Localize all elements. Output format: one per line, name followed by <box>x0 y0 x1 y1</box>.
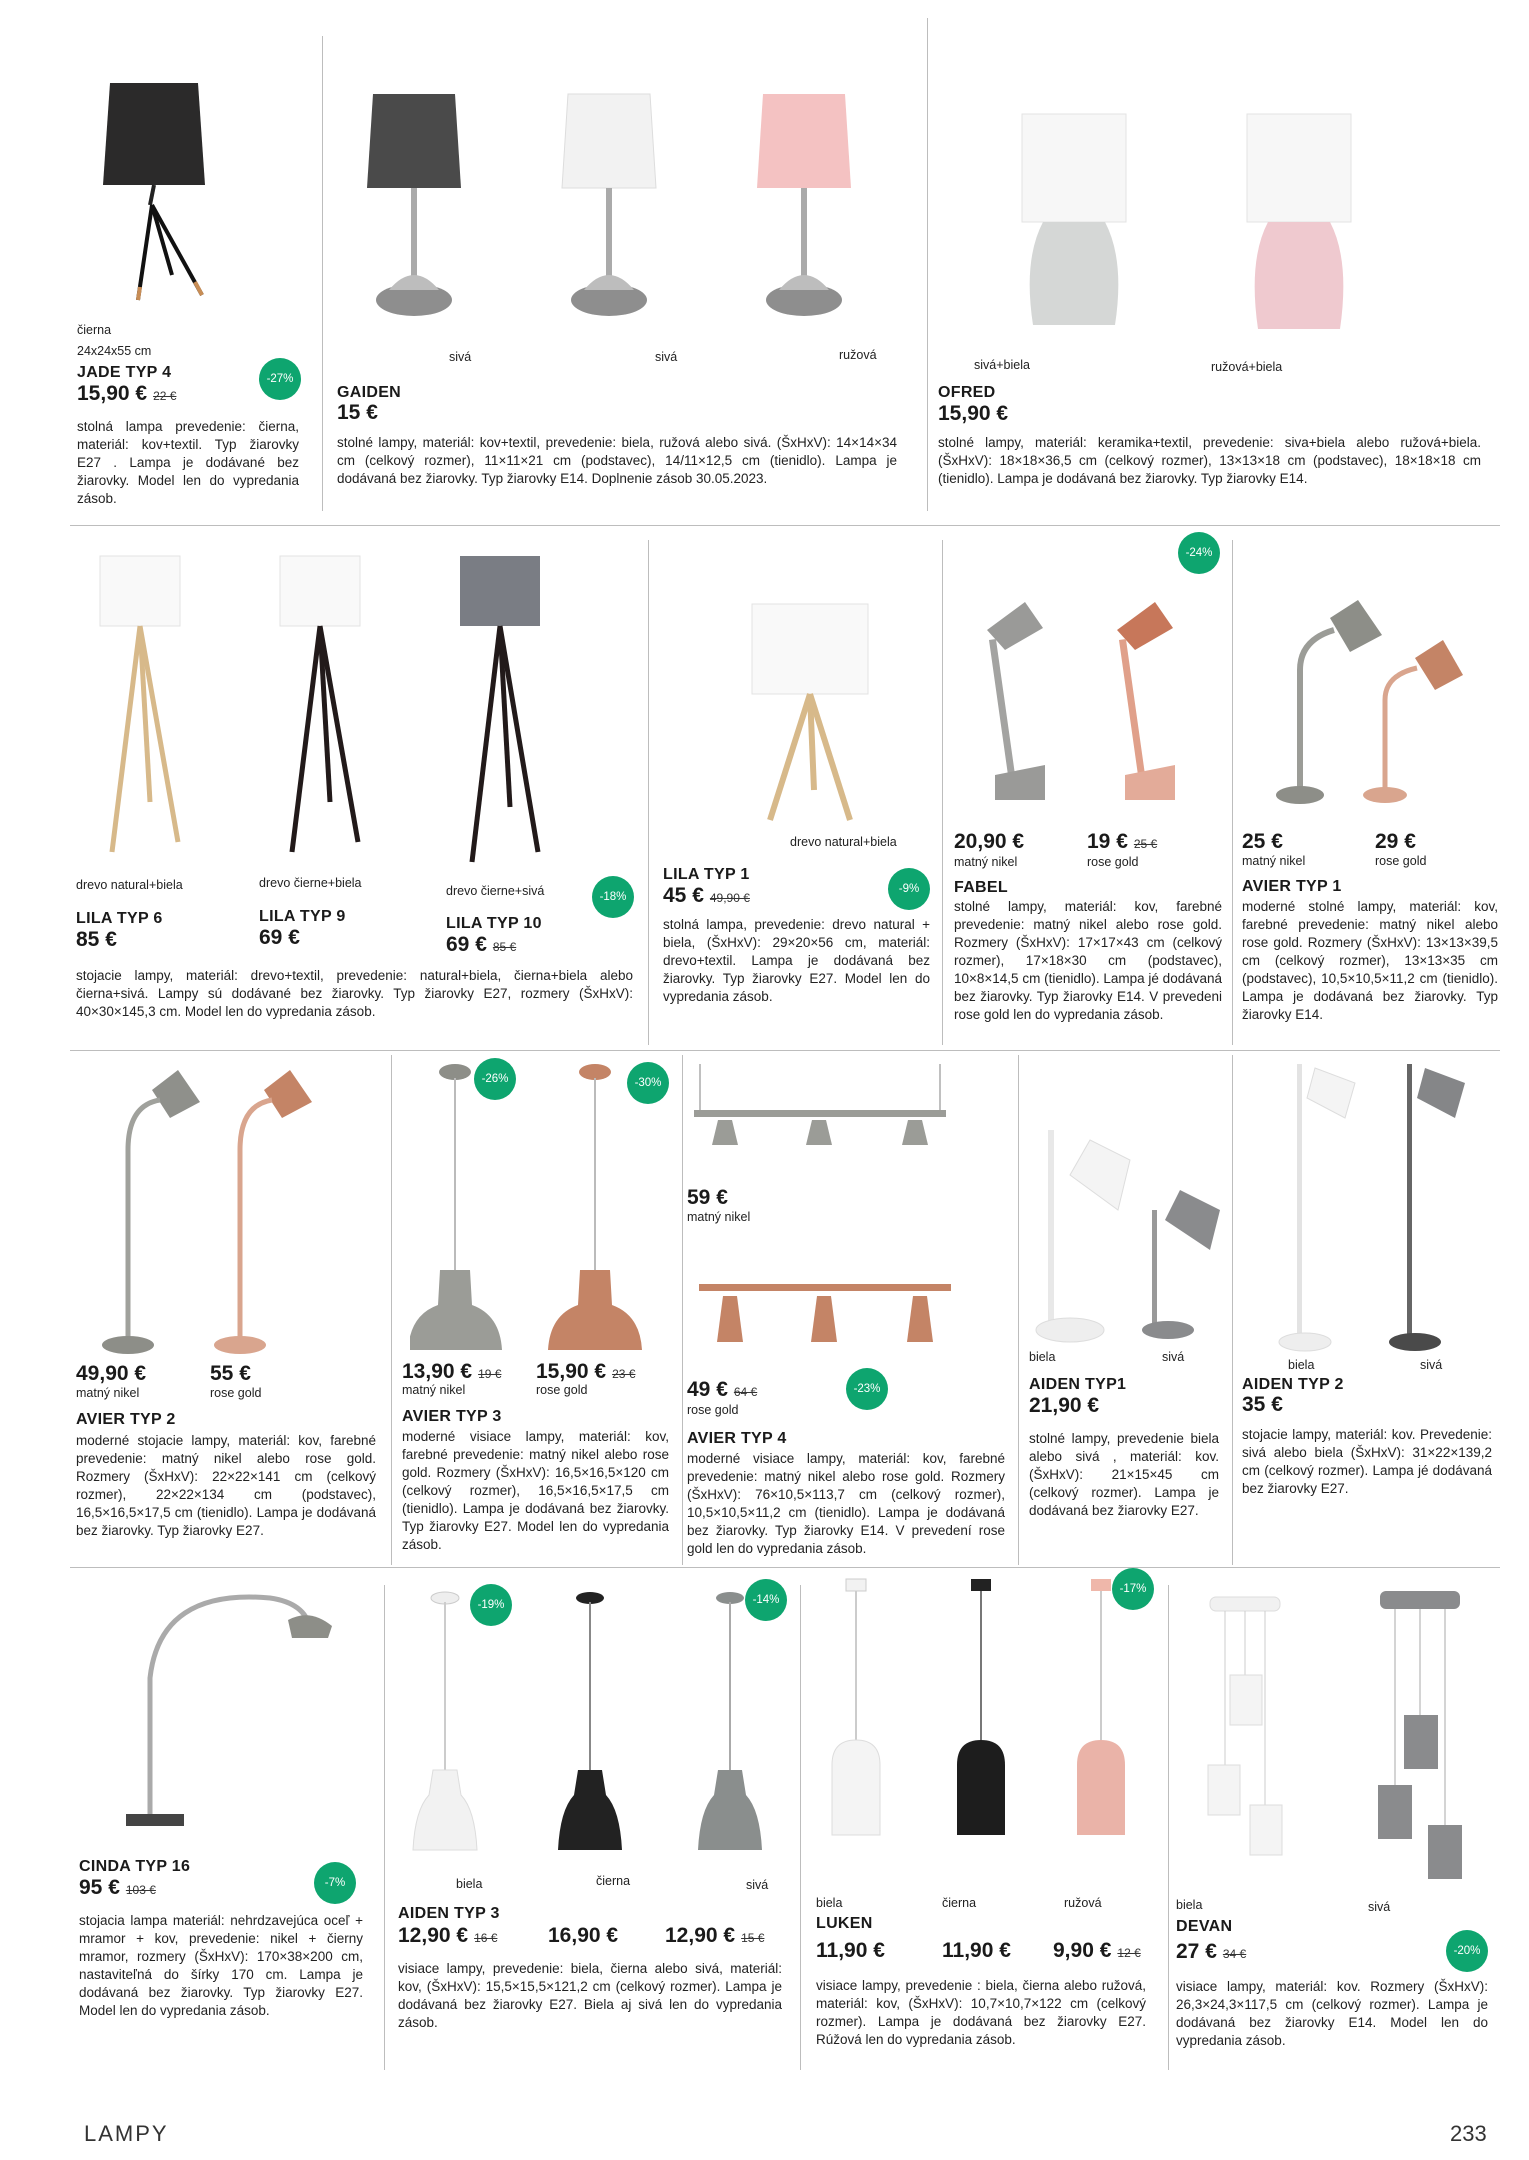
lila-label-1: drevo natural+biela <box>76 878 183 892</box>
avier2-name: AVIER TYP 2 <box>76 1411 176 1428</box>
aiden3-label-1: biela <box>456 1877 483 1891</box>
avier1-lamp-images <box>1270 590 1500 810</box>
aiden2-description: stojacie lampy, materiál: kov. Prevedenie: sivá alebo biela (ŠxHxV): 31×22×139,2 cm (celkový rozmer). Lampa jé dodávaná bez žiarovky E27. <box>1242 1427 1492 1496</box>
ofred-lamp-images <box>1015 110 1355 340</box>
aiden3-price-2: 16,90 € <box>548 1924 619 1947</box>
devan-discount-badge: -20% <box>1446 1930 1488 1972</box>
lila-discount-badge: -18% <box>592 876 634 918</box>
divider <box>1232 1055 1233 1565</box>
devan-price: 27 € 34 € <box>1176 1940 1247 1963</box>
luken-price-1: 11,90 € <box>816 1939 885 1962</box>
luken-label-2: čierna <box>942 1896 977 1910</box>
aiden3-name: AIDEN TYP 3 <box>398 1905 500 1922</box>
gaiden-label-3: ružová <box>839 348 877 362</box>
cinda-price: 95 € 103 € <box>79 1876 156 1899</box>
luken-label-1: biela <box>816 1896 843 1910</box>
lila1-price: 45 € 49,90 € <box>663 884 750 907</box>
ofred-label-1: sivá+biela <box>974 358 1030 372</box>
divider <box>70 1050 1500 1051</box>
aiden1-name: AIDEN TYP1 <box>1029 1376 1127 1393</box>
avier3-price-1: 13,90 € 19 € <box>402 1360 502 1383</box>
aiden3-label-2: čierna <box>596 1874 631 1888</box>
aiden3-lamp-images <box>405 1590 785 1860</box>
fabel-lamp-images <box>975 590 1215 810</box>
fabel-name: FABEL <box>954 879 1008 896</box>
jade-price: 15,90 € 22 € <box>77 382 177 405</box>
avier1-discount-badge: -24% <box>1178 532 1220 574</box>
divider <box>1168 1585 1169 2070</box>
gaiden-lamp-images <box>355 90 895 330</box>
luken-description: visiace lampy, prevedenie : biela, čierna alebo ružová, materiál: kov, (ŠxHxV): 10,7×10,7×122 cm (celkový rozmer). Lampa je dodávaná bez žiarovky E27. Rúžová len do vypredania zásob. <box>816 1978 1146 2047</box>
avier4-name: AVIER TYP 4 <box>687 1430 787 1447</box>
divider <box>682 1055 683 1565</box>
avier2-price-2: 55 € <box>210 1362 251 1385</box>
avier4-discount-badge: -23% <box>846 1368 888 1410</box>
aiden1-description: stolné lampy, prevedenie biela alebo sivá , materiál: kov. (ŠxHxV): 21×15×45 cm (celkový rozmer). Lampa je dodávaná bez žiarovky E27. <box>1029 1431 1219 1518</box>
aiden2-price: 35 € <box>1242 1393 1283 1416</box>
lila-price-2: 69 € <box>259 926 300 949</box>
jade-color: čierna <box>77 323 112 337</box>
section-title: LAMPY <box>84 2121 169 2146</box>
lila-label-3: drevo čierne+sivá <box>446 884 545 898</box>
aiden3-label-3: sivá <box>746 1878 769 1892</box>
lila-description: stojacie lampy, materiál: drevo+textil, prevedenie: natural+biela, čierna+biela alebo čierna+sivá. Lampy sú dodávané bez žiarovky. Typ žiarovky E27, rozmery (ŠxHxV): 40×30×145,3 cm. Model len do vypredania zásob. <box>76 968 633 1019</box>
luken-name: LUKEN <box>816 1915 873 1932</box>
gaiden-label-2: sivá <box>655 350 678 364</box>
avier4-price-1: 59 € <box>687 1186 728 1209</box>
avier2-description: moderné stojacie lampy, materiál: kov, farebné prevedenie: matný nikel alebo rose gold. Rozmery (ŠxHxV): 22×22×141 cm (celkový rozmer), 22×22×134 cm (podstavec), 16,5×16,5×17,5 cm (tienidlo). Lampa je dodávaná bez žiarovky. Typ žiarovky E27. <box>76 1433 376 1538</box>
gaiden-description: stolné lampy, materiál: kov+textil, prevedenie: biela, ružová alebo sivá. (ŠxHxV): 14×14×34 cm (celkový rozmer), 11×11×21 cm (podstavec), 14/11×12,5 cm (tienidlo). Lampa je dodávaná bez žiarovky. Typ žiarovky E14. Doplnenie zásob 30.05.2023. <box>337 435 897 486</box>
fabel-label-1: matný nikel <box>954 855 1018 869</box>
aiden1-lamp-images <box>1030 1120 1230 1350</box>
divider <box>391 1055 392 1565</box>
aiden2-lamp-images <box>1275 1058 1485 1358</box>
divider <box>927 18 928 511</box>
lila-name-2: LILA TYP 9 <box>259 908 346 925</box>
avier1-label-2: rose gold <box>1375 854 1427 868</box>
aiden2-label-2: sivá <box>1420 1358 1443 1372</box>
aiden3-discount-badge-1: -19% <box>470 1584 512 1626</box>
avier1-name: AVIER TYP 1 <box>1242 878 1342 895</box>
luken-label-3: ružová <box>1064 1896 1102 1910</box>
aiden2-name: AIDEN TYP 2 <box>1242 1376 1344 1393</box>
fabel-label-2: rose gold <box>1087 855 1139 869</box>
avier3-name: AVIER TYP 3 <box>402 1408 502 1425</box>
avier2-label-1: matný nikel <box>76 1386 140 1400</box>
jade-lamp-image <box>80 75 230 320</box>
lila1-label: drevo natural+biela <box>790 835 897 849</box>
divider <box>800 1585 801 2070</box>
aiden1-label-1: biela <box>1029 1350 1056 1364</box>
avier4-label-1: matný nikel <box>687 1210 751 1224</box>
avier2-lamp-images <box>100 1060 330 1360</box>
aiden2-label-1: biela <box>1288 1358 1315 1372</box>
luken-discount-badge: -17% <box>1112 1568 1154 1610</box>
lila1-name: LILA TYP 1 <box>663 866 750 883</box>
divider <box>70 525 1500 526</box>
ofred-label-2: ružová+biela <box>1211 360 1283 374</box>
luken-price-3: 9,90 € 12 € <box>1053 1939 1141 1962</box>
luken-price-2: 11,90 € <box>942 1939 1011 1962</box>
avier3-label-1: matný nikel <box>402 1383 466 1397</box>
avier1-price-2: 29 € <box>1375 830 1416 853</box>
devan-description: visiace lampy, materiál: kov. Rozmery (ŠxHxV): 26,3×24,3×117,5 cm (celkový rozmer). Lampa je dodávaná bez žiarovky E14. Model len do vypredania zásob. <box>1176 1979 1488 2048</box>
aiden1-price: 21,90 € <box>1029 1394 1100 1417</box>
avier3-discount-badge-1: -26% <box>474 1058 516 1100</box>
avier3-label-2: rose gold <box>536 1383 588 1397</box>
avier1-description: moderné stolné lampy, materiál: kov, farebné prevedenie: matný nikel alebo rose gold. Rozmery (ŠxHxV): 13×13×39,5 cm (celkový rozmer), 13×13×35 cm (podstavec), 10,5×10,5×11,2 cm (tienidlo). Lampa je dodávaná bez žiarovky. Typ žiarovky E14. <box>1242 899 1498 1022</box>
avier1-label-1: matný nikel <box>1242 854 1306 868</box>
avier1-price-1: 25 € <box>1242 830 1283 853</box>
lila-label-2: drevo čierne+biela <box>259 876 362 890</box>
avier4-label-2: rose gold <box>687 1403 739 1417</box>
jade-dims: 24x24x55 cm <box>77 344 152 358</box>
jade-description: stolná lampa prevedenie: čierna, materiál: kov+textil. Typ žiarovky E27 . Lampa je dodávané bez žiarovky. Model len do vypredania zásob. <box>77 419 299 506</box>
avier3-discount-badge-2: -30% <box>627 1062 669 1104</box>
lila-floor-lamp-images <box>90 552 600 872</box>
fabel-description: stolné lampy, materiál: kov, farebné prevedenie: matný nikel alebo rose gold. Rozmery (ŠxHxV): 17×17×43 cm (celkový rozmer), 17×18×30 cm (podstavec), 10×8×14,5 cm (tienidlo). Lampa jé dodávaná bez žiarovky. Typ žiarovky E14. V prevedeni rose gold len do vypredania zásob. <box>954 899 1222 1022</box>
aiden3-description: visiace lampy, prevedenie: biela, čierna alebo sivá, materiál: kov, (ŠxHxV): 15,5×15,5×121,2 cm (celkový rozmer). Lampa je dodávaná bez žiarovky E27. Biela aj sivá len do vypredania zásob. <box>398 1961 782 2030</box>
divider <box>70 1567 1500 1568</box>
avier3-price-2: 15,90 € 23 € <box>536 1360 636 1383</box>
avier3-lamp-images <box>410 1060 660 1360</box>
divider <box>648 540 649 1045</box>
avier4-lamp-image-rosegold <box>695 1272 955 1352</box>
avier2-price-1: 49,90 € <box>76 1362 147 1385</box>
lila1-description: stolná lampa, prevedenie: drevo natural + biela, (ŠxHxV): 29×20×56 cm, materiál: drevo+textil. Lampa je dodávaná bez žiarovky. Typ žiarovky E27. Model len do vypredania zásob. <box>663 917 930 1004</box>
devan-name: DEVAN <box>1176 1918 1233 1935</box>
cinda-name: CINDA TYP 16 <box>79 1858 191 1875</box>
devan-label-1: biela <box>1176 1898 1203 1912</box>
avier2-label-2: rose gold <box>210 1386 262 1400</box>
divider <box>322 36 323 511</box>
divider <box>1018 1055 1019 1565</box>
lila1-lamp-image <box>740 600 880 830</box>
lila-price-3: 69 € 85 € <box>446 933 517 956</box>
avier4-lamp-image-nickel <box>690 1060 950 1180</box>
fabel-price-2: 19 € 25 € <box>1087 830 1158 853</box>
avier3-description: moderné visiace lampy, materiál: kov, farebné prevedenie: matný nikel alebo rose gold. Rozmery (ŠxHxV): 16,5×16,5×120 cm (celkový rozmer), 16,5×16,5×17,5 cm (tienidlo). Lampa je dodávaná bez žiarovky. Typ žiarovky E27. Model len do vypredania zásob. <box>402 1429 669 1552</box>
lila1-discount-badge: -9% <box>888 868 930 910</box>
jade-discount-badge: -27% <box>259 358 301 400</box>
divider <box>942 540 943 1045</box>
ofred-name: OFRED <box>938 384 996 401</box>
page-number: 233 <box>1450 2121 1487 2146</box>
cinda-lamp-image <box>120 1578 340 1838</box>
jade-name: JADE TYP 4 <box>77 364 172 381</box>
lila-name-1: LILA TYP 6 <box>76 910 163 927</box>
aiden1-label-2: sivá <box>1162 1350 1185 1364</box>
avier4-description: moderné visiace lampy, materiál: kov, farebné prevedenie: matný nikel alebo rose gold. Rozmery (ŠxHxV): 76×10,5×113,7 cm (celkový rozmer), 10,5×10,5×11,2 cm (tienidlo). Lampa je dodávaná bez žiarovky. Typ žiarovky E14. V prevedení rose gold len do vypredania zásob. <box>687 1451 1005 1556</box>
luken-lamp-images <box>820 1575 1160 1855</box>
aiden3-price-1: 12,90 € 16 € <box>398 1924 498 1947</box>
aiden3-price-3: 12,90 € 15 € <box>665 1924 765 1947</box>
ofred-description: stolné lampy, materiál: keramika+textil, prevedenie: siva+biela alebo ružová+biela. (ŠxHxV): 18×18×36,5 cm (celkový rozmer), 13×13×18 cm (podstavec), 18×18×18 cm (tienidlo). Lampa je dodávaná bez žiarovky. Typ žiarovky E14. <box>938 435 1481 486</box>
avier4-price-2: 49 € 64 € <box>687 1378 758 1401</box>
cinda-description: stojacia lampa materiál: nehrdzavejúca oceľ + mramor + kov, prevedenie: nikel + čierny mramor, rozmery (ŠxHxV): 170×38×200 cm, nastaviteľná do šírky 170 cm. Lampa je dodávaná bez žiarovky. Typ žiarovky E27. Model len do vypredania zásob. <box>79 1913 363 2018</box>
divider <box>384 1585 385 2070</box>
ofred-price: 15,90 € <box>938 402 1009 425</box>
devan-lamp-images <box>1190 1585 1500 1885</box>
aiden3-discount-badge-2: -14% <box>745 1579 787 1621</box>
gaiden-label-1: sivá <box>449 350 472 364</box>
gaiden-name: GAIDEN <box>337 384 402 401</box>
gaiden-price: 15 € <box>337 401 378 424</box>
fabel-price-1: 20,90 € <box>954 830 1025 853</box>
lila-name-3: LILA TYP 10 <box>446 915 542 932</box>
divider <box>1232 540 1233 1045</box>
cinda-discount-badge: -7% <box>314 1862 356 1904</box>
lila-price-1: 85 € <box>76 928 117 951</box>
devan-label-2: sivá <box>1368 1900 1391 1914</box>
